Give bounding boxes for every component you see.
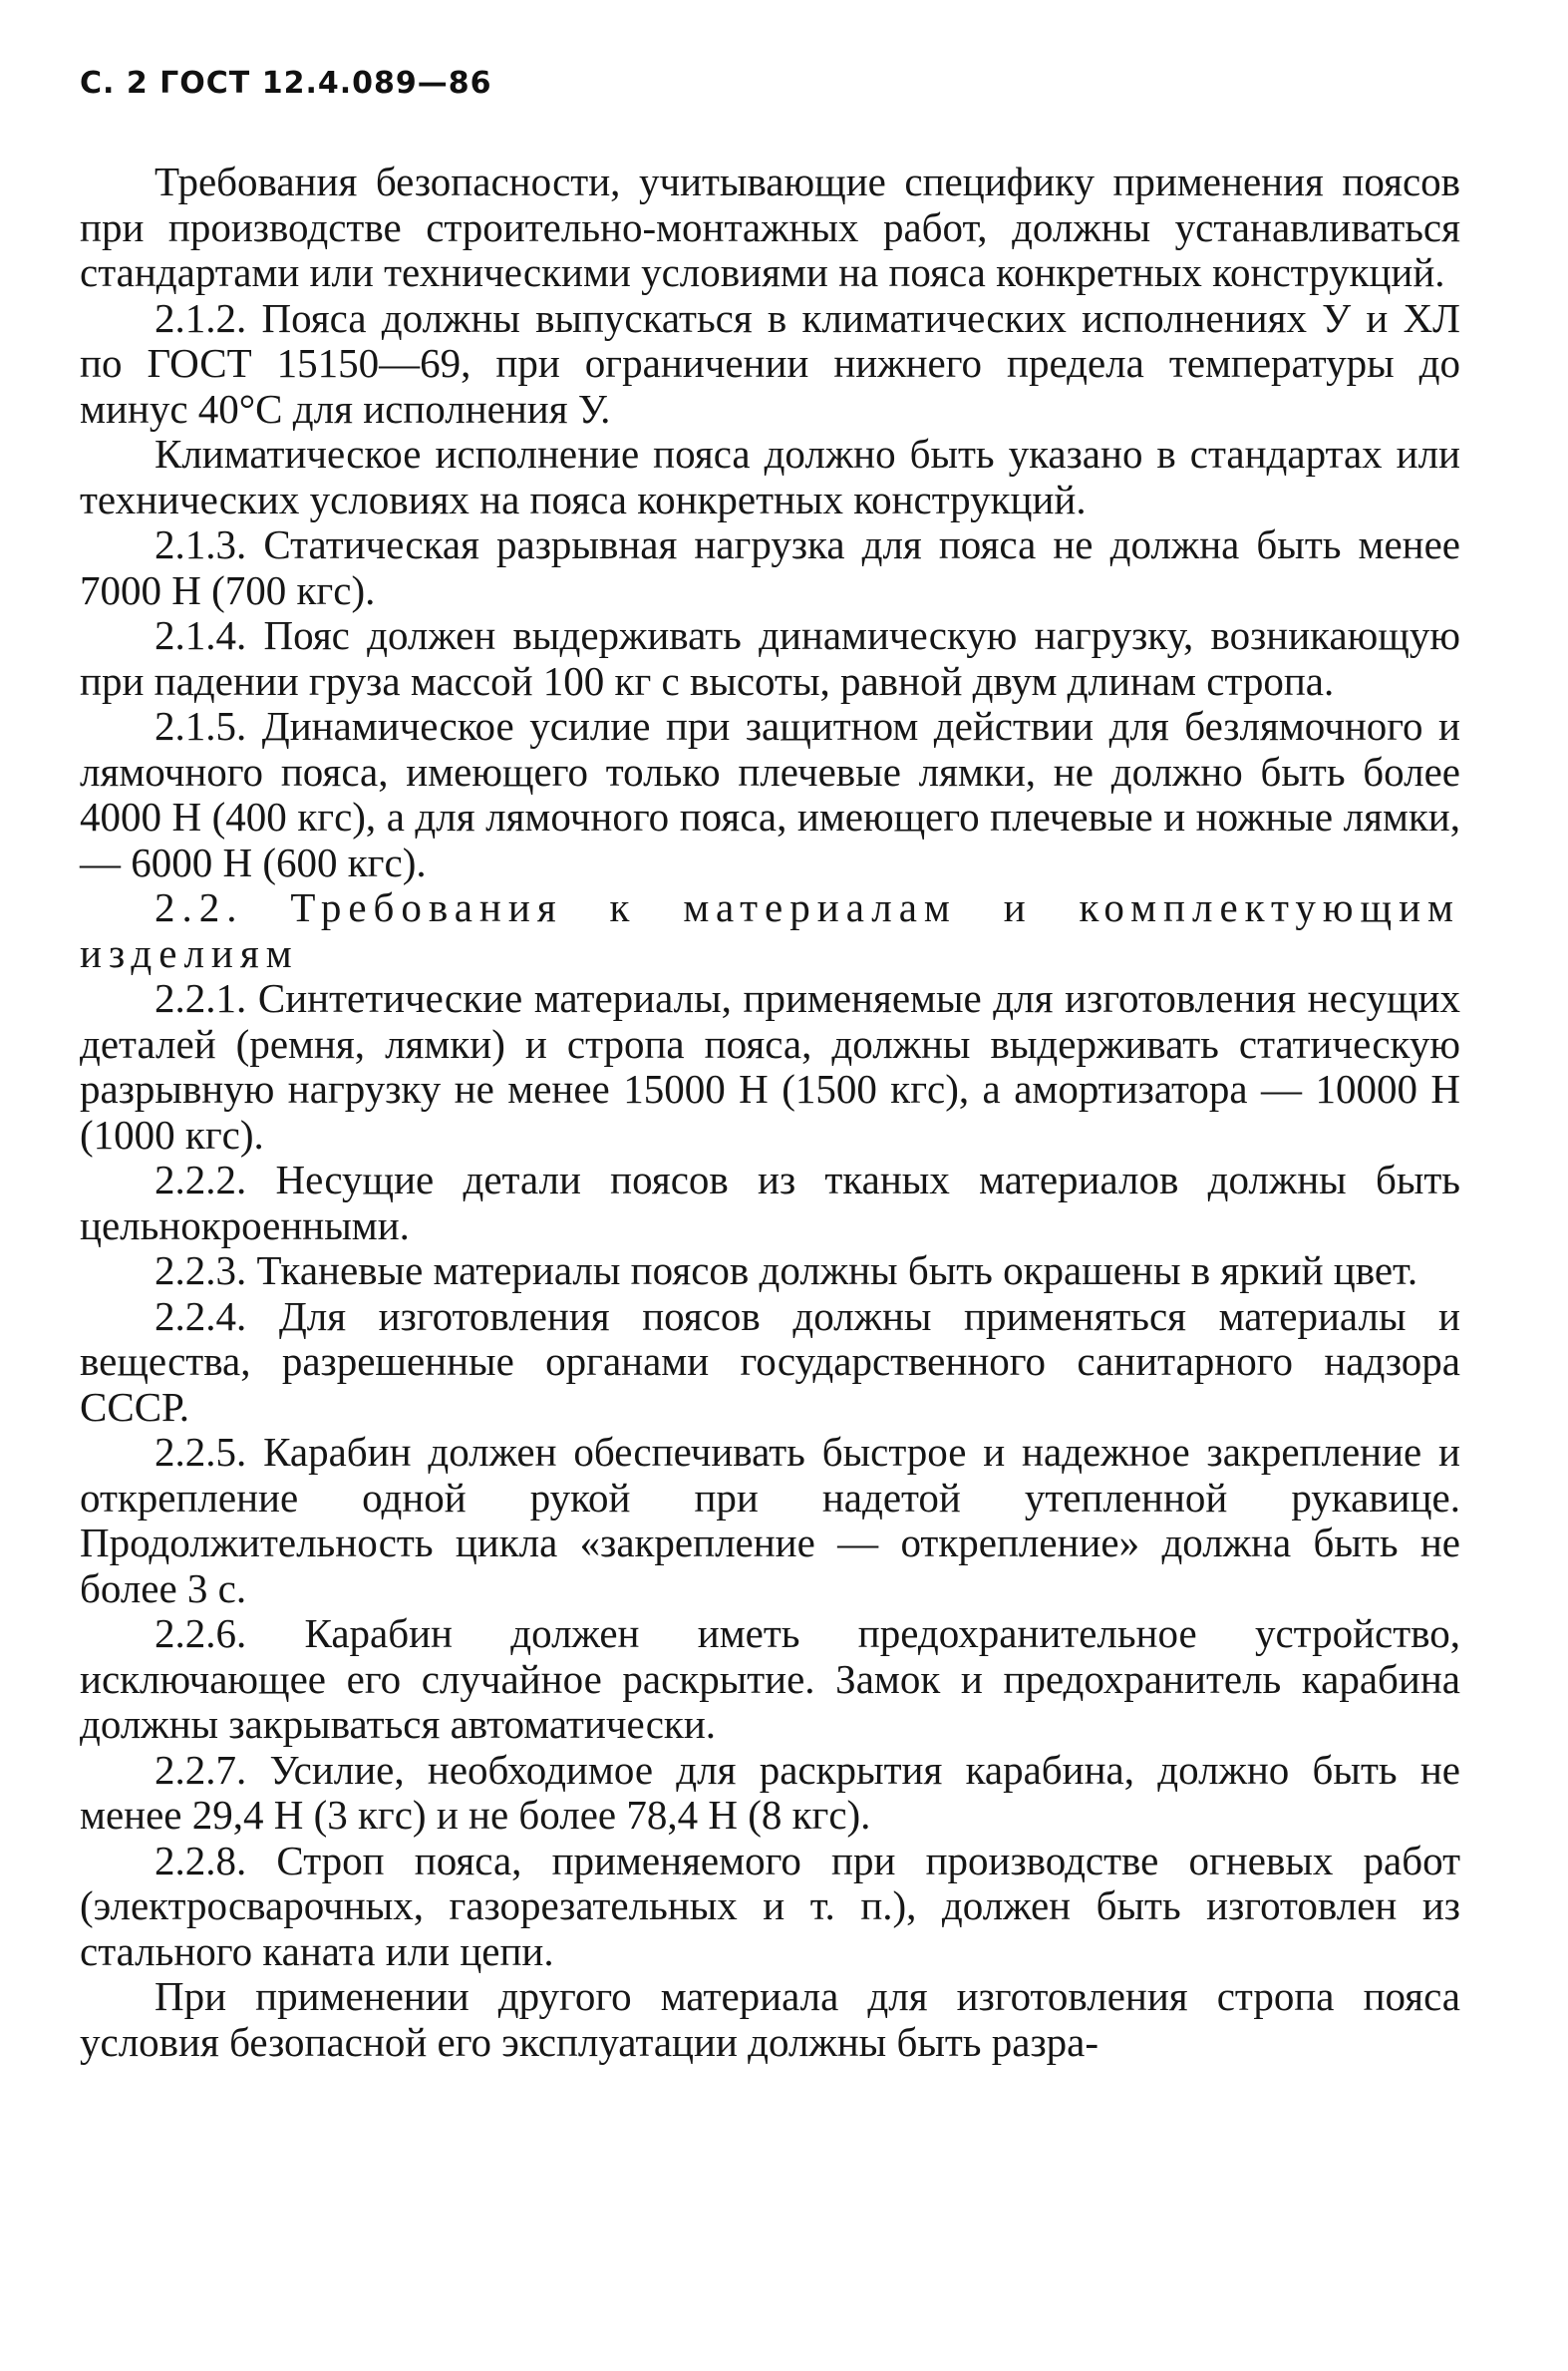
paragraph-climate: Климатическое исполнение пояса должно быть указано в стандартах или технических условиях на пояса конкретных конструкций.	[80, 431, 1460, 522]
section-heading-2-2: 2.2. Требования к материалам и комплектующим изделиям	[80, 884, 1460, 976]
paragraph-intro: Требования безопасности, учитывающие специфику применения поясов при производстве строительно-монтажных работ, должны устанавливаться стандартами или техническими условиями на пояса конкретных конструкций.	[80, 159, 1460, 295]
paragraph-2-2-3: 2.2.3. Тканевые материалы поясов должны быть окрашены в яркий цвет.	[155, 1247, 1418, 1293]
paragraph-2-1-5: 2.1.5. Динамическое усилие при защитном действии для безлямочного и лямочного пояса, имеющего только плечевые лямки, не должно быть более 4000 Н (400 кгс), а для лямочного пояса, имеющего плечевые и ножные лямки, — 6000 Н (600 кгс).	[80, 703, 1460, 885]
paragraph-2-1-4: 2.1.4. Пояс должен выдерживать динамическую нагрузку, возникающую при падении груза массой 100 кг с высоты, равной двум длинам стропа.	[80, 612, 1460, 704]
paragraph-2-2-4: 2.2.4. Для изготовления поясов должны применяться материалы и вещества, разрешенные органами государственного санитарного надзора СССР.	[80, 1292, 1460, 1430]
document-body	[80, 160, 1460, 2065]
paragraph-2-2-5: 2.2.5. Карабин должен обеспечивать быстрое и надежное закрепление и открепление одной рукой при надетой утепленной рукавице. Продолжительность цикла «закрепление — открепление» должна быть не более 3 с.	[80, 1429, 1460, 1611]
page-header: С. 2 ГОСТ 12.4.089—86	[80, 66, 492, 101]
paragraph-2-2-2: 2.2.2. Несущие детали поясов из тканых материалов должны быть цельнокроенными.	[80, 1157, 1460, 1248]
paragraph-2-2-7: 2.2.7. Усилие, необходимое для раскрытия карабина, должно быть не менее 29,4 Н (3 кгс) и не более 78,4 Н (8 кгс).	[80, 1746, 1460, 1838]
paragraph-2-2-1: 2.2.1. Синтетические материалы, применяемые для изготовления несущих деталей (ремня, лямки) и стропа пояса, должны выдерживать статическую разрывную нагрузку не менее 15000 Н (1500 кгс), а амортизатора — 10000 Н (1000 кгс).	[80, 975, 1460, 1158]
paragraph-2-2-8: 2.2.8. Строп пояса, применяемого при производстве огневых работ (электросварочных, газорезательных и т. п.), должен быть изготовлен из стального каната или цепи.	[80, 1837, 1460, 1974]
paragraph-other-material: При применении другого материала для изготовления стропа пояса условия безопасной его эксплуатации должны быть разра-	[80, 1973, 1460, 2065]
paragraph-2-2-6: 2.2.6. Карабин должен иметь предохранительное устройство, исключающее его случайное раскрытие. Замок и предохранитель карабина должны закрываться автоматически.	[80, 1610, 1460, 1747]
paragraph-2-1-3: 2.1.3. Статическая разрывная нагрузка для пояса не должна быть менее 7000 Н (700 кгс).	[80, 521, 1460, 613]
paragraph-2-1-2: 2.1.2. Пояса должны выпускаться в климатических исполнениях У и ХЛ по ГОСТ 15150—69, при ограничении нижнего предела температуры до минус 40°С для исполнения У.	[80, 294, 1460, 432]
